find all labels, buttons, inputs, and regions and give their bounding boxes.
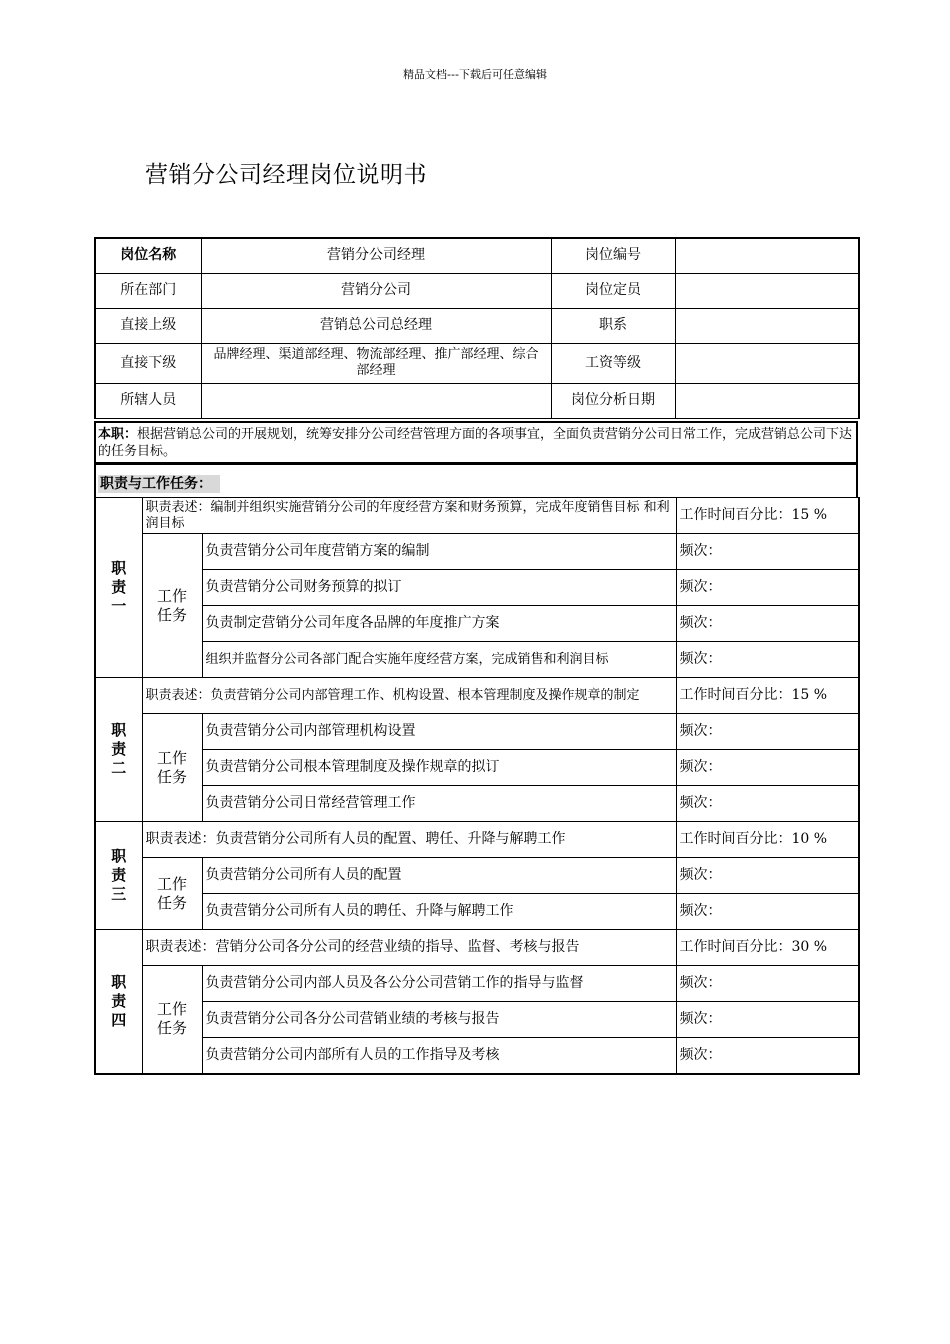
info-value: 品牌经理、渠道部经理、物流部经理、推广部经理、综合部经理 bbox=[201, 343, 551, 383]
task-row bbox=[95, 714, 859, 750]
duty-description: 职责表述：负责营销分公司内部管理工作、机构设置、根本管理制度及操作规章的制定 bbox=[142, 678, 676, 714]
task-row bbox=[95, 966, 859, 1002]
info-label: 所在部门 bbox=[95, 273, 201, 308]
task-text: 负责营销分公司根本管理制度及操作规章的拟订 bbox=[202, 750, 676, 786]
task-text: 负责营销分公司年度营销方案的编制 bbox=[202, 534, 676, 570]
duty-time-percent: 工作时间百分比：15 % bbox=[676, 498, 859, 534]
duty-name: 职 责 二 bbox=[95, 678, 142, 822]
task-row bbox=[95, 786, 859, 822]
task-row bbox=[95, 642, 859, 678]
info-row bbox=[95, 238, 859, 273]
page-header-note: 精品文档---下载后可任意编辑 bbox=[403, 68, 547, 81]
task-text: 负责制定营销分公司年度各品牌的年度推广方案 bbox=[202, 606, 676, 642]
task-row bbox=[95, 894, 859, 930]
duty-desc-row bbox=[95, 822, 859, 858]
info-label: 直接下级 bbox=[95, 343, 201, 383]
duty-time-percent: 工作时间百分比：30 % bbox=[676, 930, 859, 966]
duty-description: 职责表述：编制并组织实施营销分公司的年度经营方案和财务预算，完成年度销售目标 和利润目标 bbox=[142, 498, 676, 534]
task-frequency: 频次： bbox=[676, 894, 859, 930]
duties-table bbox=[94, 497, 860, 1075]
info-value bbox=[201, 383, 551, 418]
info-label: 岗位名称 bbox=[95, 238, 201, 273]
info-label: 岗位分析日期 bbox=[551, 383, 675, 418]
task-frequency: 频次： bbox=[676, 606, 859, 642]
task-frequency: 频次： bbox=[676, 966, 859, 1002]
duty-name: 职 责 一 bbox=[95, 498, 142, 678]
task-label: 工作 任务 bbox=[142, 534, 202, 678]
task-frequency: 频次： bbox=[676, 858, 859, 894]
info-value: 营销分公司经理 bbox=[201, 238, 551, 273]
position-info-table bbox=[94, 237, 860, 419]
info-value bbox=[675, 343, 859, 383]
info-row bbox=[95, 273, 859, 308]
info-value: 营销总公司总经理 bbox=[201, 308, 551, 343]
duty-time-percent: 工作时间百分比：15 % bbox=[676, 678, 859, 714]
task-row bbox=[95, 534, 859, 570]
task-frequency: 频次： bbox=[676, 1038, 859, 1074]
task-text: 负责营销分公司财务预算的拟订 bbox=[202, 570, 676, 606]
duty-desc-row bbox=[95, 930, 859, 966]
task-text: 负责营销分公司所有人员的聘任、升降与解聘工作 bbox=[202, 894, 676, 930]
duty-desc-row bbox=[95, 498, 859, 534]
info-label: 职系 bbox=[551, 308, 675, 343]
duty-name: 职 责 三 bbox=[95, 822, 142, 930]
task-text: 组织并监督分公司各部门配合实施年度经营方案，完成销售和利润目标 bbox=[202, 642, 676, 678]
duty-desc-row bbox=[95, 678, 859, 714]
duty-name: 职 责 四 bbox=[95, 930, 142, 1074]
task-text: 负责营销分公司内部管理机构设置 bbox=[202, 714, 676, 750]
info-value: 营销分公司 bbox=[201, 273, 551, 308]
info-label: 工资等级 bbox=[551, 343, 675, 383]
task-row bbox=[95, 606, 859, 642]
info-row bbox=[95, 308, 859, 343]
info-label: 所辖人员 bbox=[95, 383, 201, 418]
info-value bbox=[675, 383, 859, 418]
task-frequency: 频次： bbox=[676, 642, 859, 678]
task-row bbox=[95, 1038, 859, 1074]
document-title: 营销分公司经理岗位说明书 bbox=[145, 162, 427, 188]
task-row bbox=[95, 1002, 859, 1038]
task-label: 工作 任务 bbox=[142, 714, 202, 822]
task-label: 工作 任务 bbox=[142, 858, 202, 930]
task-text: 负责营销分公司内部所有人员的工作指导及考核 bbox=[202, 1038, 676, 1074]
duty-time-percent: 工作时间百分比：10 % bbox=[676, 822, 859, 858]
core-duty-block bbox=[94, 421, 858, 463]
task-label: 工作 任务 bbox=[142, 966, 202, 1074]
task-text: 负责营销分公司内部人员及各公分公司营销工作的指导与监督 bbox=[202, 966, 676, 1002]
info-label: 岗位编号 bbox=[551, 238, 675, 273]
task-frequency: 频次： bbox=[676, 786, 859, 822]
info-value bbox=[675, 238, 859, 273]
task-frequency: 频次： bbox=[676, 534, 859, 570]
info-row bbox=[95, 343, 859, 383]
core-duty-text: 根据营销总公司的开展规划，统筹安排分公司经营管理方面的各项事宜，全面负责营销分公司日常工作，完成营销总公司下达的任务目标。 bbox=[98, 427, 853, 459]
task-row bbox=[95, 858, 859, 894]
task-frequency: 频次： bbox=[676, 750, 859, 786]
task-text: 负责营销分公司所有人员的配置 bbox=[202, 858, 676, 894]
task-row bbox=[95, 570, 859, 606]
task-row bbox=[95, 750, 859, 786]
duty-description: 职责表述：营销分公司各分公司的经营业绩的指导、监督、考核与报告 bbox=[142, 930, 676, 966]
task-frequency: 频次： bbox=[676, 570, 859, 606]
task-frequency: 频次： bbox=[676, 714, 859, 750]
task-text: 负责营销分公司日常经营管理工作 bbox=[202, 786, 676, 822]
duty-description: 职责表述：负责营销分公司所有人员的配置、聘任、升降与解聘工作 bbox=[142, 822, 676, 858]
info-label: 直接上级 bbox=[95, 308, 201, 343]
core-duty-label: 本职： bbox=[98, 427, 138, 442]
task-frequency: 频次： bbox=[676, 1002, 859, 1038]
info-value bbox=[675, 273, 859, 308]
task-text: 负责营销分公司各分公司营销业绩的考核与报告 bbox=[202, 1002, 676, 1038]
duties-section-title: 职责与工作任务： bbox=[98, 475, 220, 493]
info-label: 岗位定员 bbox=[551, 273, 675, 308]
info-row bbox=[95, 383, 859, 418]
duties-section-header bbox=[94, 463, 858, 497]
info-value bbox=[675, 308, 859, 343]
